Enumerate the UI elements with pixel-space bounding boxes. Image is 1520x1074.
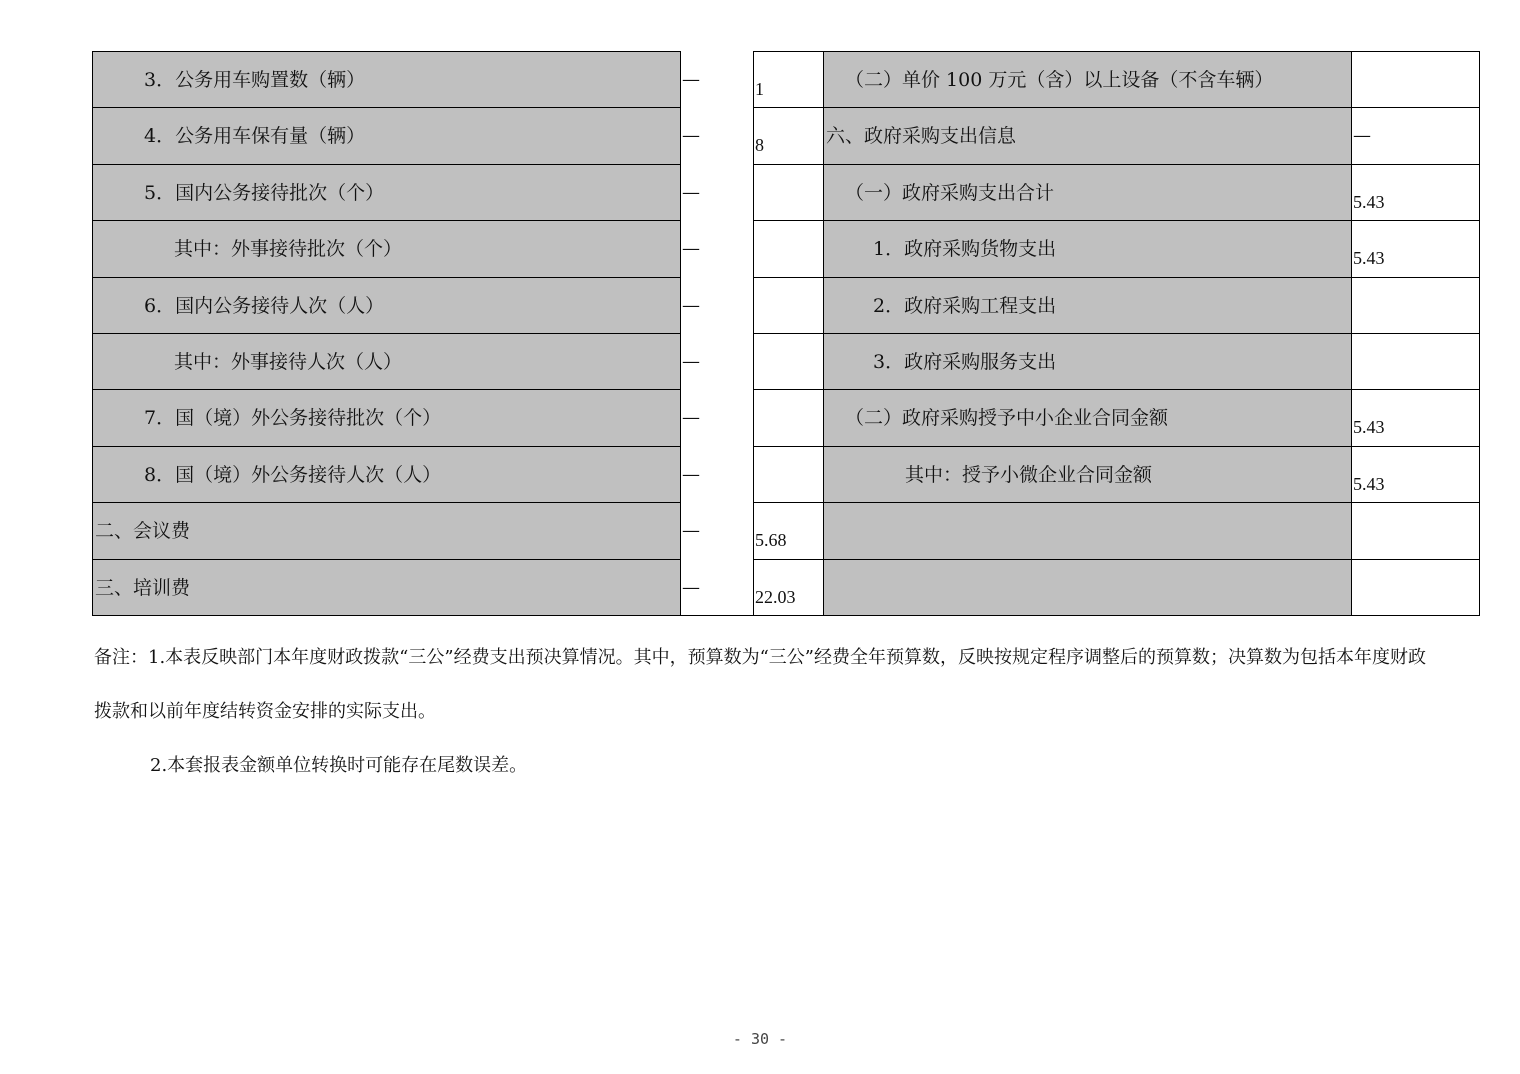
- left-value-cell: [753, 164, 823, 220]
- table-rule: [680, 615, 753, 616]
- left-value-cell: 1: [755, 79, 764, 99]
- left-label-cell: 三、培训费: [92, 559, 680, 615]
- left-value-cell: 5.68: [755, 530, 787, 551]
- left-dash-cell: —: [682, 520, 700, 542]
- left-label-cell: 二、会议费: [92, 502, 680, 558]
- right-value-cell: 5.43: [1353, 248, 1385, 269]
- left-label-cell: 6．国内公务接待人次（人）: [92, 277, 680, 333]
- page-number: - 30 -: [732, 1030, 788, 1048]
- table-rule: [753, 277, 1480, 278]
- left-value-cell: [753, 389, 823, 445]
- table-rule: [1351, 51, 1352, 615]
- left-dash-cell: —: [682, 238, 700, 260]
- note-line-3: 2.本套报表金额单位转换时可能存在尾数误差。: [150, 755, 528, 776]
- table-rule: [92, 51, 680, 52]
- table-rule: [753, 107, 1480, 108]
- right-label-cell: 3．政府采购服务支出: [823, 333, 1351, 389]
- left-value-cell: [753, 446, 823, 502]
- note-line-2: 拨款和以前年度结转资金安排的实际支出。: [94, 701, 436, 722]
- right-value-cell: 5.43: [1353, 191, 1385, 212]
- left-dash-cell: —: [682, 181, 700, 203]
- table-rule: [92, 107, 680, 108]
- right-label-cell: 2．政府采购工程支出: [823, 277, 1351, 333]
- expenditure-table: [92, 51, 1480, 615]
- table-rule: [92, 615, 680, 616]
- table-rule: [92, 559, 680, 560]
- left-label-cell: 其中：外事接待人次（人）: [92, 333, 680, 389]
- right-label-cell: 六、政府采购支出信息: [823, 107, 1351, 163]
- left-value-cell: [753, 220, 823, 276]
- left-dash-cell: —: [682, 351, 700, 372]
- table-rule: [753, 559, 1480, 560]
- left-dash-cell: —: [682, 294, 700, 316]
- right-value-cell: [1351, 51, 1480, 107]
- left-label-cell: 5．国内公务接待批次（个）: [92, 164, 680, 220]
- table-rule: [753, 389, 1480, 390]
- right-value-cell: [1351, 277, 1480, 333]
- left-dash-cell: —: [682, 576, 700, 598]
- table-rule: [92, 446, 680, 447]
- table-rule: [92, 220, 680, 221]
- table-rule: [753, 502, 1480, 503]
- left-value-cell: 22.03: [755, 586, 796, 607]
- table-rule: [823, 51, 824, 615]
- table-rule: [92, 164, 680, 165]
- right-label-cell: （一）政府采购支出合计: [823, 164, 1351, 220]
- left-dash-cell: —: [682, 407, 700, 429]
- right-value-cell: [1351, 502, 1480, 558]
- left-value-cell: [753, 277, 823, 333]
- table-rule: [753, 164, 1480, 165]
- left-label-cell: 7．国（境）外公务接待批次（个）: [92, 389, 680, 445]
- left-label-cell: 4．公务用车保有量（辆）: [92, 107, 680, 163]
- table-rule: [92, 277, 680, 278]
- left-label-cell: 3．公务用车购置数（辆）: [92, 51, 680, 107]
- right-label-cell: （二）政府采购授予中小企业合同金额: [823, 389, 1351, 445]
- left-label-cell: 其中：外事接待批次（个）: [92, 220, 680, 276]
- table-rule: [753, 51, 1480, 52]
- note-line-1: 备注：1.本表反映部门本年度财政拨款“三公”经费支出预决算情况。其中，预算数为“三公”经费全年预算数，反映按规定程序调整后的预算数；决算数为包括本年度财政: [94, 647, 1426, 668]
- left-dash-cell: —: [682, 69, 700, 90]
- right-label-cell: [823, 502, 1351, 558]
- right-label-cell: （二）单价 100 万元（含）以上设备（不含车辆）: [823, 51, 1351, 107]
- table-rule: [92, 333, 680, 334]
- left-label-cell: 8．国（境）外公务接待人次（人）: [92, 446, 680, 502]
- left-value-cell: 8: [755, 135, 764, 156]
- right-label-cell: 其中：授予小微企业合同金额: [823, 446, 1351, 502]
- right-value-cell: 5.43: [1353, 473, 1385, 494]
- table-rule: [753, 446, 1480, 447]
- right-label-cell: [823, 559, 1351, 615]
- table-rule: [1479, 51, 1480, 615]
- right-value-cell: 5.43: [1353, 417, 1385, 438]
- right-value-cell: [1351, 559, 1480, 615]
- table-rule: [92, 502, 680, 503]
- right-value-cell: [1351, 333, 1480, 389]
- left-dash-cell: —: [682, 125, 700, 147]
- table-rule: [753, 615, 1480, 616]
- right-value-cell: —: [1353, 125, 1371, 147]
- left-dash-cell: —: [682, 463, 700, 485]
- table-rule: [753, 51, 754, 615]
- table-rule: [753, 220, 1480, 221]
- table-rule: [92, 51, 93, 615]
- left-value-cell: [753, 333, 823, 389]
- table-rule: [753, 333, 1480, 334]
- table-rule: [680, 51, 681, 615]
- table-rule: [92, 389, 680, 390]
- right-label-cell: 1．政府采购货物支出: [823, 220, 1351, 276]
